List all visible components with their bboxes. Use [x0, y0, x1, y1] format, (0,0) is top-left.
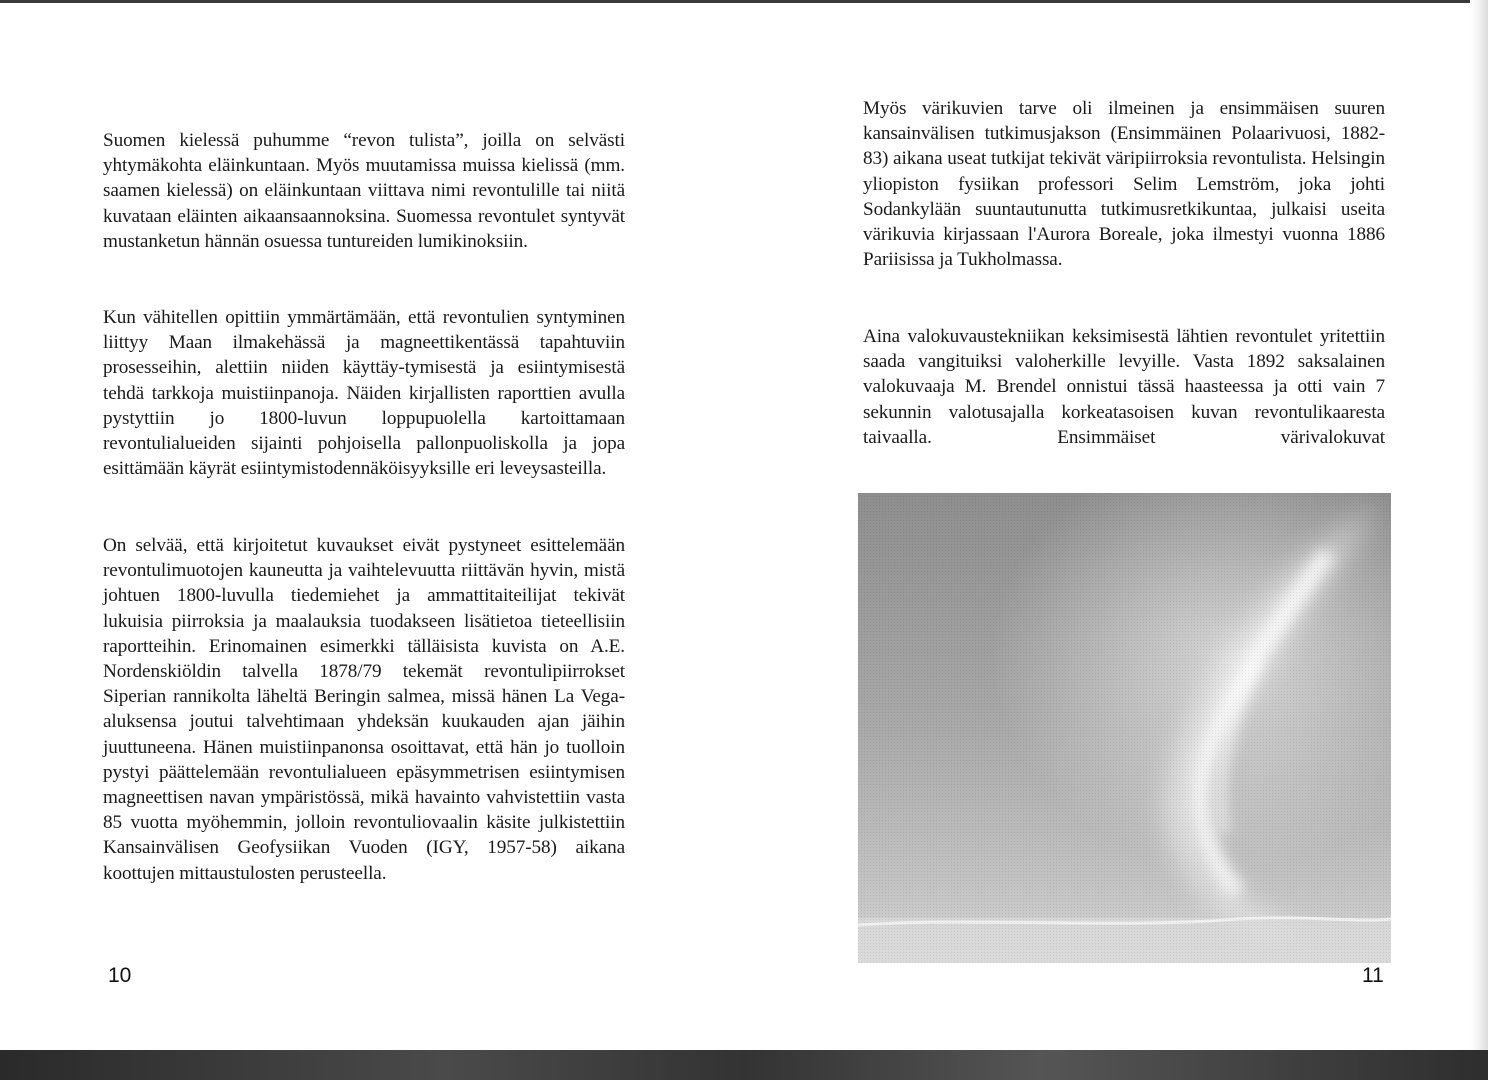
left-paragraph-1: Suomen kielessä puhumme “revon tulista”, joilla on selvästi yhtymäkohta eläinkuntaan. Myös muutamissa muissa kielissä (mm. saamen kielessä) on eläinkuntaan viittava nimi revontulille tai niitä kuvataan eläinten aikaansaannoksina. Suomessa revontulet syntyvät mustanketun hännän osuessa tuntureiden lumikinoksiin. — [103, 130, 625, 252]
left-paragraph-3: On selvää, että kirjoitetut kuvaukset eivät pystyneet esittelemään revontulimuotojen kauneutta ja vaihtelevuutta riittävän hyvin, mistä johtuen 1800-luvulla tiedemiehet ja ammattitaiteilijat tekivät lukuisia piirroksia ja maalauksia tuodakseen lisätietoa tieteellisiin raportteihin. Erinomainen esimerkki tälläisista kuvista on A.E. Nordenskiöldin talvella 1878/79 tekemät revontulipiirrokset Siperian rannikolta läheltä Beringin salmea, missä hänen La Vega-aluksensa joutui talvehtimaan yhdeksän kuukauden ajan jäihin juuttuneena. Hänen muistiinpanonsa osoittavat, että hän jo tuolloin pystyi päättelemään revontulialueen epäsymmetrisen esiintymisen magneettisen navan ympäristössä, mikä havainto vahvistettiin vasta 85 vuotta myöhemmin, jolloin revontuliovaalin käsite julkistettiin Kansainvälisen Geofysiikan Vuoden (IGY, 1957-58) aikana koottujen mittaustulosten perusteella. — [103, 535, 625, 884]
scan-right-edge — [1470, 0, 1488, 1050]
right-paragraph-1: Myös värikuvien tarve oli ilmeinen ja ensimmäisen suuren kansainvälisen tutkimusjakson (Ensimmäinen Polaarivuosi, 1882-83) aikana useat tutkijat tekivät väripiirroksia revontulista. Helsingin yliopiston fysiikan professori Selim Lemström, joka johti Sodankylään suuntautunutta tutkimusretkikuntaa, julkaisi useita värikuvia kirjassaan l'Aurora Boreale, joka ilmestyi vuonna 1886 Pariisissa ja Tukholmassa. — [863, 98, 1385, 271]
right-paragraph-2: Aina valokuvaustekniikan keksimisestä lähtien revontulet yritettiin saada vangituiksi valoherkille levyille. Vasta 1892 saksalainen valokuvaaja M. Brendel onnistui tässä haasteessa ja otti vain 7 sekunnin valotusajalla korkeatasoisen kuvan revontulikaaresta taivaalla. Ensimmäiset värivalokuvat — [863, 326, 1385, 448]
right-page — [740, 0, 1470, 1050]
page-number-right: 11 — [1362, 964, 1384, 987]
aurora-image — [858, 493, 1391, 963]
left-page — [0, 0, 740, 1050]
left-paragraph-2: Kun vähitellen opittiin ymmärtämään, että revontulien syntyminen liittyy Maan ilmakehässä ja magneettikentässä tapahtuviin prosesseihin, alettiin niiden käyttäy-tymisestä ja esiintymisestä tehdä tarkkoja muistiinpanoja. Näiden kirjallisten raporttien avulla pystyttiin jo 1800-luvun loppupuolella kartoittamaan revontulialueiden sijainti pohjoisella pallonpuoliskolla ja jopa esittämään käyrät esiintymistodennäköisyyksille eri leveysasteilla. — [103, 307, 625, 480]
aurora-photo — [858, 493, 1391, 963]
page-number-left: 10 — [108, 964, 132, 987]
scan-bottom-edge — [0, 1050, 1488, 1080]
